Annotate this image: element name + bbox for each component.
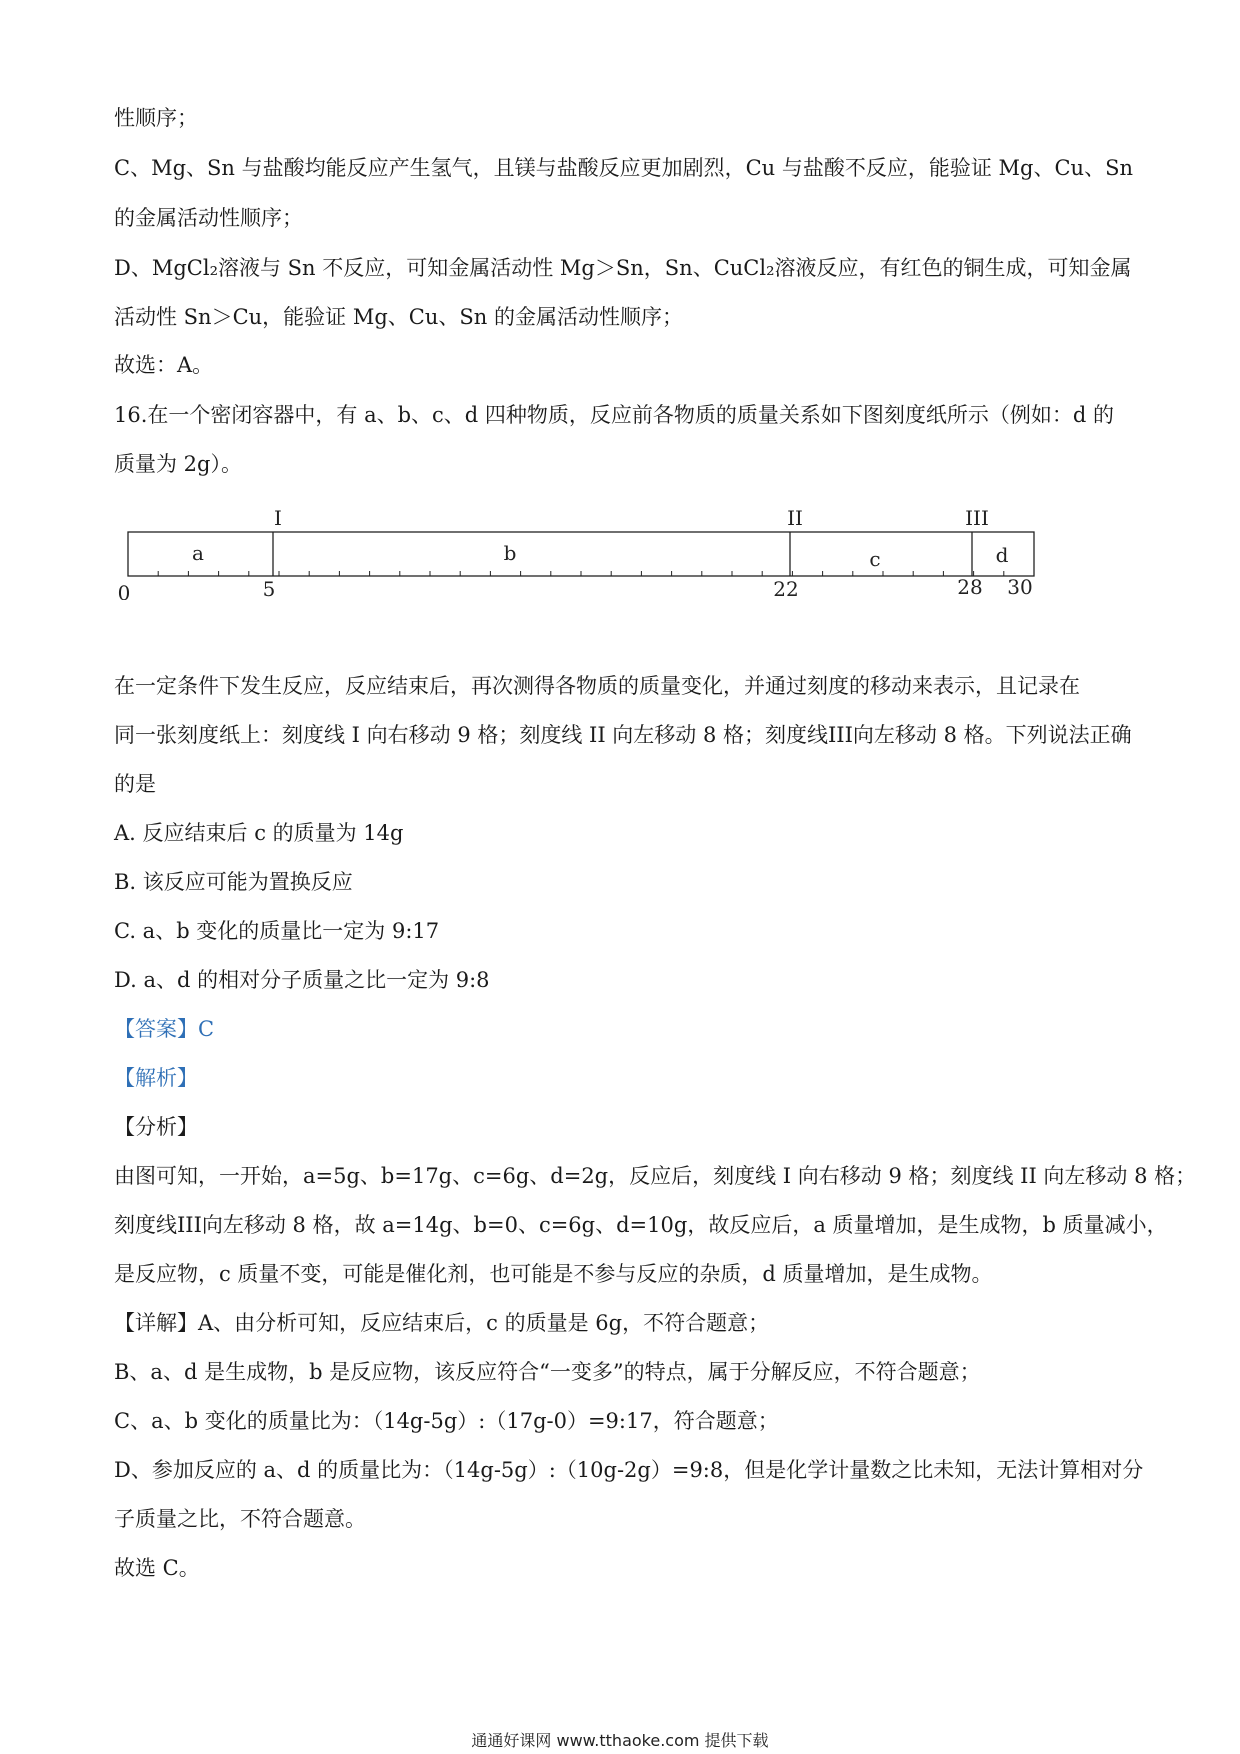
option-c: C. a、b 变化的质量比一定为 9:17 <box>114 919 440 943</box>
segment-label-b: b <box>503 541 517 565</box>
text-line: 的是 <box>114 772 156 796</box>
scale-ruler-diagram <box>110 500 1050 600</box>
detail-line: 故选 C。 <box>114 1556 200 1580</box>
marker-label-III: III <box>965 506 989 530</box>
text-line: 在一定条件下发生反应，反应结束后，再次测得各物质的质量变化，并通过刻度的移动来表示，且记录在 <box>114 674 1080 698</box>
detail-line: C、a、b 变化的质量比为：（14g-5g）:（17g-0）=9:17，符合题意； <box>114 1409 779 1433</box>
detail-line: 【详解】A、由分析可知，反应结束后，c 的质量是 6g，不符合题意； <box>114 1311 770 1335</box>
text-line: 是反应物，c 质量不变，可能是催化剂，也可能是不参与反应的杂质，d 质量增加，是生成物。 <box>114 1262 993 1286</box>
option-a: A. 反应结束后 c 的质量为 14g <box>114 821 404 845</box>
text-line: 故选：A。 <box>114 353 214 377</box>
text-line: 质量为 2g）。 <box>114 452 242 476</box>
answer-heading: 【答案】C <box>114 1017 215 1041</box>
detail-line: 子质量之比，不符合题意。 <box>114 1507 366 1531</box>
tick-label-0: 0 <box>117 581 131 600</box>
tick-label-30: 30 <box>1007 575 1033 599</box>
text-line: 性顺序； <box>114 106 198 130</box>
detail-line: D、参加反应的 a、d 的质量比为：（14g-5g）:（10g-2g）=9:8，但是化学计量数之比未知，无法计算相对分 <box>114 1458 1144 1482</box>
detail-line: B、a、d 是生成物，b 是反应物，该反应符合“一变多”的特点，属于分解反应，不符合题意； <box>114 1360 981 1384</box>
tick-label-5: 5 <box>262 577 276 600</box>
text-line: 刻度线III向左移动 8 格，故 a=14g、b=0、c=6g、d=10g，故反应后，a 质量增加，是生成物，b 质量减小， <box>114 1213 1168 1237</box>
tick-label-28: 28 <box>957 575 983 599</box>
option-b: B. 该反应可能为置换反应 <box>114 870 353 894</box>
option-d: D. a、d 的相对分子质量之比一定为 9:8 <box>114 968 490 992</box>
text-line: 的金属活动性顺序； <box>114 206 303 230</box>
text-line: 活动性 Sn＞Cu，能验证 Mg、Cu、Sn 的金属活动性顺序； <box>114 305 683 329</box>
analysis-subheading: 【分析】 <box>114 1115 198 1139</box>
marker-label-II: II <box>787 506 803 530</box>
question-16-stem: 16.在一个密闭容器中，有 a、b、c、d 四种物质，反应前各物质的质量关系如下图刻度纸所示（例如：d 的 <box>114 403 1115 427</box>
text-line: 由图可知，一开始，a=5g、b=17g、c=6g、d=2g，反应后，刻度线 I 向右移动 9 格；刻度线 II 向左移动 8 格； <box>114 1164 1197 1188</box>
text-line: 同一张刻度纸上：刻度线 I 向右移动 9 格；刻度线 II 向左移动 8 格；刻度线III向左移动 8 格。下列说法正确 <box>114 723 1132 747</box>
segment-label-a: a <box>192 541 204 565</box>
segment-label-c: c <box>869 547 881 571</box>
segment-label-d: d <box>995 543 1009 567</box>
analysis-heading: 【解析】 <box>114 1066 198 1090</box>
footer-watermark: 通通好课网 www.tthaoke.com 提供下载 <box>471 1731 769 1750</box>
text-line: D、MgCl₂溶液与 Sn 不反应，可知金属活动性 Mg＞Sn，Sn、CuCl₂溶液反应，有红色的铜生成，可知金属 <box>114 256 1132 280</box>
text-line: C、Mg、Sn 与盐酸均能反应产生氢气，且镁与盐酸反应更加剧烈，Cu 与盐酸不反应，能验证 Mg、Cu、Sn <box>114 156 1133 180</box>
tick-label-22: 22 <box>773 577 799 600</box>
marker-label-I: I <box>274 506 282 530</box>
